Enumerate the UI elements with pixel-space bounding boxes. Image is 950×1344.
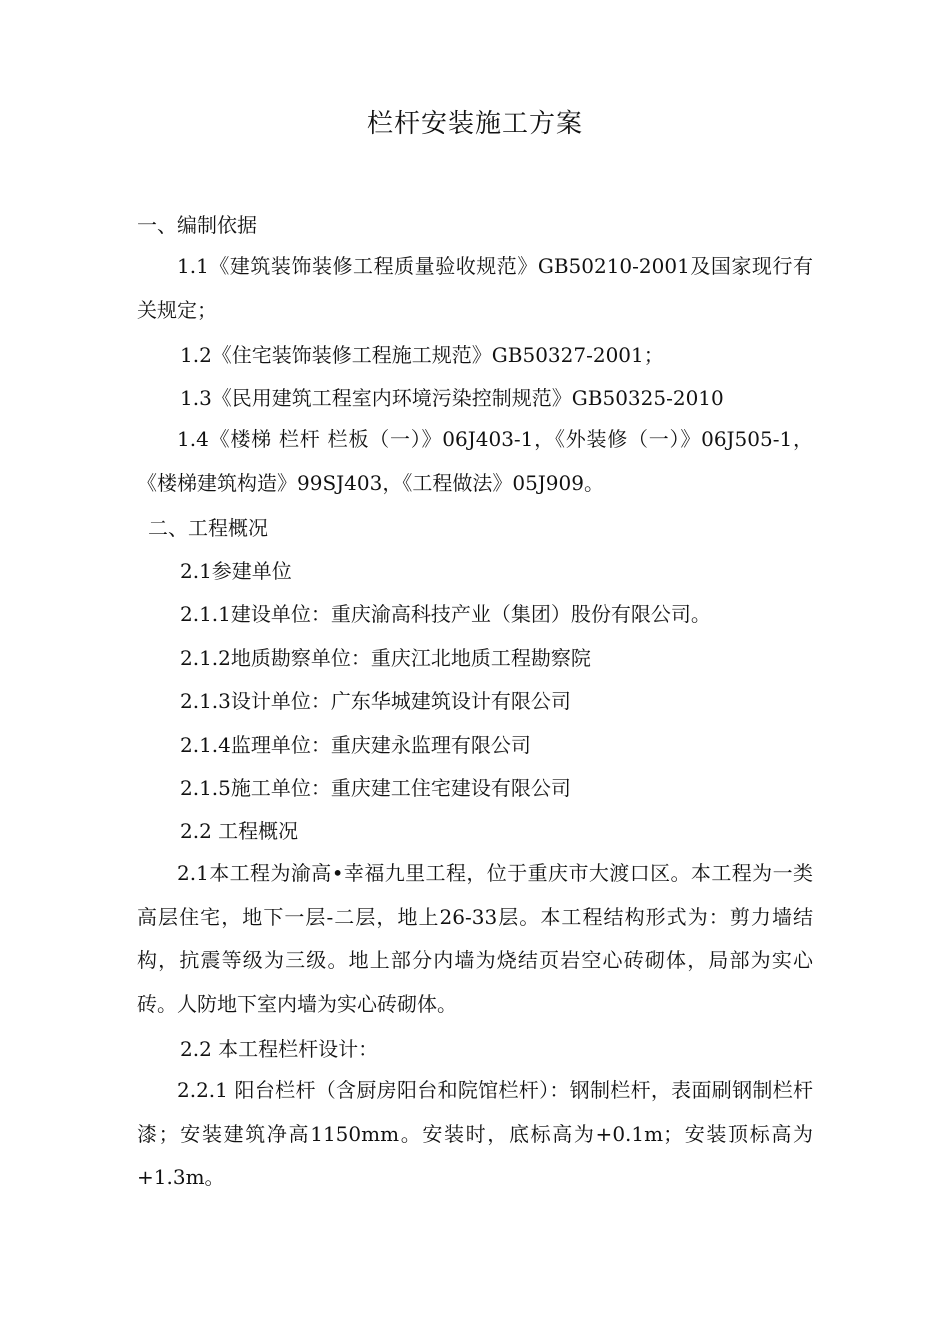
paragraph-2-2-heading: 2.2 工程概况 [180, 819, 299, 843]
paragraph-2-1-3: 2.1.3设计单位：广东华城建筑设计有限公司 [180, 689, 571, 713]
paragraph-2-1-2: 2.1.2地质勘察单位：重庆江北地质工程勘察院 [180, 646, 591, 670]
paragraph-1-4: 1.4《楼梯 栏杆 栏板（一）》06J403-1，《外装修（一）》06J505-1，《楼梯建筑构造》99SJ403，《工程做法》05J909。 [137, 427, 813, 495]
paragraph-2-1-4: 2.1.4监理单位：重庆建永监理有限公司 [180, 733, 531, 757]
paragraph-1-3: 1.3《民用建筑工程室内环境污染控制规范》GB50325-2010 [180, 386, 724, 410]
paragraph-2-2-railing-heading: 2.2 本工程栏杆设计： [180, 1037, 379, 1061]
page-title: 栏杆安装施工方案 [366, 109, 583, 139]
section-2-heading: 二、工程概况 [148, 516, 268, 540]
paragraph-2-1-1: 2.1.1建设单位：重庆渝高科技产业（集团）股份有限公司。 [180, 602, 711, 626]
section-1-heading: 一、编制依据 [137, 213, 257, 237]
paragraph-2-1-5: 2.1.5施工单位：重庆建工住宅建设有限公司 [180, 776, 571, 800]
paragraph-2-2-body: 2.1本工程为渝高•幸福九里工程，位于重庆市大渡口区。本工程为一类高层住宅，地下一层-二层，地上26-33层。本工程结构形式为：剪力墙结构，抗震等级为三级。地上部分内墙为烧结页岩空心砖砌体，局部为实心砖。人防地下室内墙为实心砖砌体。 [137, 861, 813, 1016]
paragraph-1-1: 1.1《建筑装饰装修工程质量验收规范》GB50210-2001及国家现行有关规定； [137, 254, 813, 322]
paragraph-2-1: 2.1参建单位 [180, 559, 292, 583]
paragraph-2-2-1: 2.2.1 阳台栏杆（含厨房阳台和院馆栏杆）：钢制栏杆，表面刷钢制栏杆漆；安装建筑净高1150mm。安装时，底标高为+0.1m；安装顶标高为+1.3m。 [137, 1078, 813, 1189]
paragraph-1-2: 1.2《住宅装饰装修工程施工规范》GB50327-2001； [180, 343, 664, 367]
